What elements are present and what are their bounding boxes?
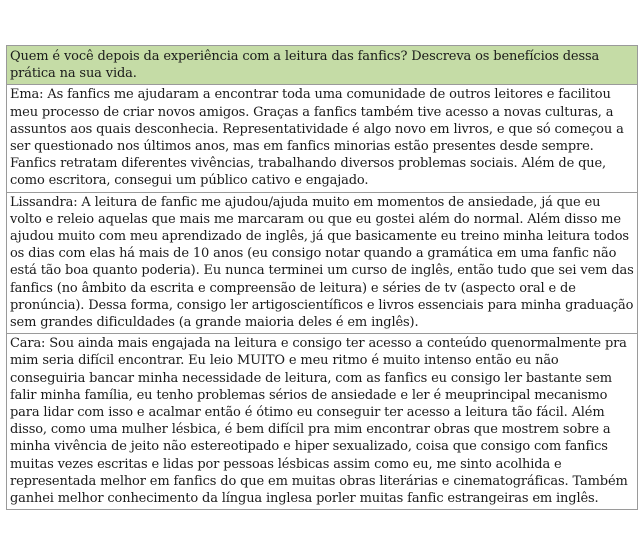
answer-lissandra: Lissandra: A leitura de fanfic me ajudou/ajuda muito em momentos de ansiedade, já que eu volto e releio aquelas que mais me marcaram ou que eu gostei além do normal. Além disso me ajudou muito com meu aprendizado de inglês, já que basicamente eu treino minha leitura todos os dias com elas há mais de 10 anos (eu consigo notar quando a gramática em uma fanfic não está tão boa quanto poderia). Eu nunca terminei um curso de inglês, então tudo que sei vem das fanfics (no âmbito da escrita e compreensão de leitura) e séries de tv (aspecto oral e de pronúncia). Dessa forma, consigo ler artigoscientíficos e livros essenciais para minha graduação sem grandes dificuldades (a grande maioria deles é em inglês). bbox=[7, 192, 637, 334]
answer-cara: Cara: Sou ainda mais engajada na leitura e consigo ter acesso a conteúdo quenormalmente pra mim seria difícil encontrar. Eu leio MUITO e meu ritmo é muito intenso então eu não conseguiria bancar minha necessidade de leitura, com as fanfics eu consigo ler bastante sem falir minha família, eu tenho problemas sérios de ansiedade e ler é meuprincipal mecanismo para lidar com isso e acalmar então é ótimo eu conseguir ter acesso a leitura tão fácil. Além disso, como uma mulher lésbica, é bem difícil pra mim encontrar obras que mostrem sobre a minha vivência de jeito não estereotipado e hiper sexualizado, coisa que consigo com fanfics muitas vezes escritas e lidas por pessoas lésbicas assim como eu, me sinto acolhida e representada melhor em fanfics do que em muitas obras literárias e cinematográficas. Também ganhei melhor conhecimento da língua inglesa porler muitas fanfic estrangeiras em inglês. bbox=[7, 333, 637, 509]
interview-table bbox=[6, 45, 638, 510]
answer-ema: Ema: As fanfics me ajudaram a encontrar toda uma comunidade de outros leitores e facilitou meu processo de criar novos amigos. Graças a fanfics também tive acesso a novas culturas, a assuntos aos quais desconhecia. Representatividade é algo novo em livros, e que só começou a ser questionado nos últimos anos, mas em fanfics minorias estão presentes desde sempre. Fanfics retratam diferentes vivências, trabalhando diversos problemas sociais. Além de que, como escritora, consegui um público cativo e engajado. bbox=[7, 84, 637, 191]
question-header: Quem é você depois da experiência com a leitura das fanfics? Descreva os benefícios dessa prática na sua vida. bbox=[7, 46, 637, 84]
